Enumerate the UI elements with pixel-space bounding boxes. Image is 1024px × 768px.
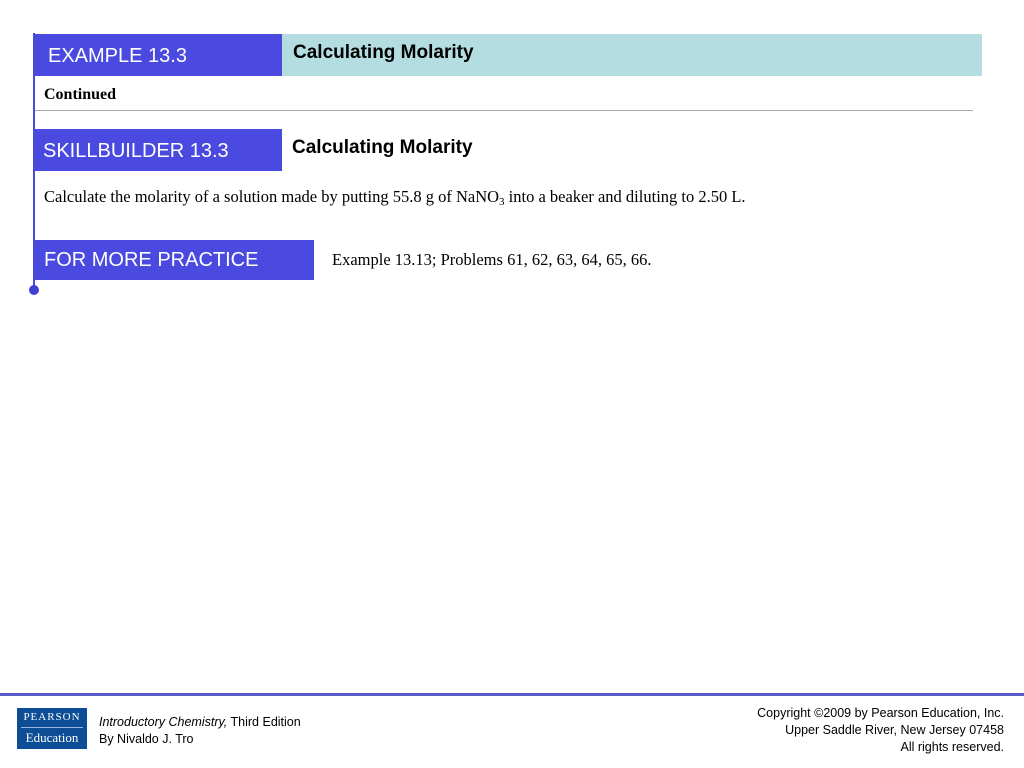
- more-practice-text: Example 13.13; Problems 61, 62, 63, 64, 65, 66.: [332, 250, 652, 269]
- logo-top-text: PEARSON: [23, 711, 81, 723]
- logo-bottom-text: Education: [25, 730, 79, 745]
- continued-label: Continued: [44, 86, 117, 103]
- subscript-3: 3: [499, 196, 505, 208]
- problem-text-start: Calculate the molarity of a solution made by putting 55.8 g of NaNO: [44, 187, 500, 206]
- pearson-logo: [17, 708, 87, 749]
- divider: [35, 110, 973, 111]
- copyright-line-2: Upper Saddle River, New Jersey 07458: [785, 723, 1004, 737]
- book-author: By Nivaldo J. Tro: [99, 732, 194, 746]
- book-edition: Third Edition: [227, 715, 301, 729]
- problem-text-end: into a beaker and diluting to 2.50 L.: [504, 187, 746, 206]
- logo-divider: [21, 727, 83, 728]
- book-title: Introductory Chemistry,: [99, 715, 228, 729]
- rule-end-dot: [29, 285, 39, 295]
- copyright-block: [757, 705, 1004, 756]
- skillbuilder-tag: SKILLBUILDER 13.3: [35, 129, 282, 171]
- book-title-line: [99, 714, 301, 731]
- more-practice-tag: FOR MORE PRACTICE: [35, 240, 314, 280]
- skillbuilder-problem: [44, 187, 746, 207]
- skillbuilder-title: Calculating Molarity: [292, 137, 473, 158]
- copyright-line-1: Copyright ©2009 by Pearson Education, Inc.: [757, 706, 1004, 720]
- footer-rule: [0, 693, 1024, 696]
- book-credit: [99, 714, 301, 748]
- example-title: Calculating Molarity: [293, 42, 474, 63]
- example-tag: EXAMPLE 13.3: [35, 34, 282, 76]
- copyright-line-3: All rights reserved.: [900, 740, 1004, 754]
